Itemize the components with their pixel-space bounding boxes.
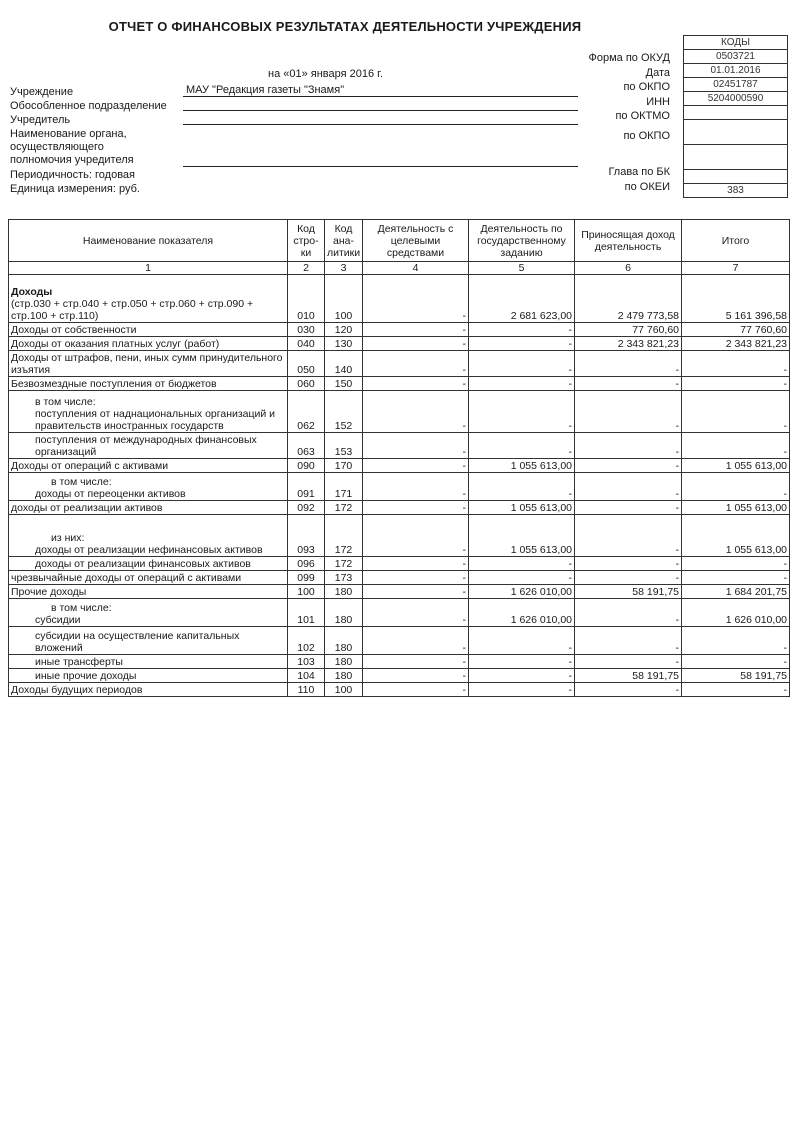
row-code: 100 — [288, 585, 325, 599]
row-total: 1 626 010,00 — [682, 599, 790, 627]
table-row — [9, 459, 790, 473]
row-total: - — [682, 391, 790, 433]
row-analytic: 170 — [325, 459, 363, 473]
institution-line — [183, 96, 578, 97]
row-total: 77 760,60 — [682, 323, 790, 337]
row-name — [9, 473, 288, 501]
organ-line — [183, 166, 578, 167]
row-code: 093 — [288, 515, 325, 557]
row-name-text: Доходы от собственности — [11, 324, 137, 336]
okud-code: 0503721 — [684, 50, 788, 64]
row-name-subtext: доходы от переоценки активов — [35, 488, 186, 500]
row-code: 103 — [288, 655, 325, 669]
row-total: 1 055 613,00 — [682, 459, 790, 473]
row-name — [9, 351, 288, 377]
row-income: 2 343 821,23 — [575, 337, 682, 351]
row-state-task: 2 681 623,00 — [469, 275, 575, 323]
row-state-task: - — [469, 669, 575, 683]
row-state-task: - — [469, 683, 575, 697]
table-row — [9, 351, 790, 377]
report-title: ОТЧЕТ О ФИНАНСОВЫХ РЕЗУЛЬТАТАХ ДЕЯТЕЛЬНОСТИ УЧРЕЖДЕНИЯ — [108, 19, 582, 34]
table-row — [9, 275, 790, 323]
table-row — [9, 683, 790, 697]
row-name — [9, 337, 288, 351]
row-code: 010 — [288, 275, 325, 323]
row-name — [9, 599, 288, 627]
row-name — [9, 377, 288, 391]
row-code: 030 — [288, 323, 325, 337]
codes-head: КОДЫ — [684, 36, 788, 50]
row-name-subtext: субсидии — [35, 614, 81, 626]
row-analytic: 180 — [325, 599, 363, 627]
row-name-subtext: доходы от реализации нефинансовых активов — [35, 544, 263, 556]
row-name-text: в том числе: — [35, 396, 96, 408]
row-income: 58 191,75 — [575, 585, 682, 599]
row-name — [9, 627, 288, 655]
row-analytic: 100 — [325, 683, 363, 697]
row-targeted: - — [363, 669, 469, 683]
row-name — [9, 557, 288, 571]
row-analytic: 100 — [325, 275, 363, 323]
row-name — [9, 391, 288, 433]
row-analytic: 150 — [325, 377, 363, 391]
col-num-3: 3 — [325, 262, 363, 275]
oktmo-code — [684, 106, 788, 120]
col-header-income: Приносящая доход деятельность — [575, 220, 682, 262]
row-targeted: - — [363, 655, 469, 669]
table-row — [9, 433, 790, 459]
row-targeted: - — [363, 683, 469, 697]
col-num-7: 7 — [682, 262, 790, 275]
row-income: - — [575, 433, 682, 459]
table-row — [9, 557, 790, 571]
financial-results-table — [8, 219, 790, 697]
row-name-text: иные прочие доходы — [35, 670, 137, 682]
branch-line — [183, 110, 578, 111]
okei-label: по ОКЕИ — [624, 181, 670, 193]
row-income: 2 479 773,58 — [575, 275, 682, 323]
row-targeted: - — [363, 571, 469, 585]
row-name — [9, 433, 288, 459]
table-row — [9, 501, 790, 515]
row-name-text: Безвозмездные поступления от бюджетов — [11, 378, 217, 390]
row-name-text: доходы от реализации активов — [11, 502, 163, 514]
blank-code — [684, 145, 788, 170]
date-code: 01.01.2016 — [684, 64, 788, 78]
row-analytic: 130 — [325, 337, 363, 351]
row-name-text: субсидии на осуществление капитальных вложений — [35, 630, 240, 654]
row-name-text: чрезвычайные доходы от операций с активами — [11, 572, 242, 584]
row-total: - — [682, 627, 790, 655]
row-targeted: - — [363, 515, 469, 557]
row-total: 1 055 613,00 — [682, 501, 790, 515]
row-total: - — [682, 351, 790, 377]
table-row — [9, 391, 790, 433]
col-header-state-task: Деятельность по государственному заданию — [469, 220, 575, 262]
row-targeted: - — [363, 433, 469, 459]
row-analytic: 180 — [325, 627, 363, 655]
row-name — [9, 669, 288, 683]
row-name-text: иные трансферты — [35, 656, 123, 668]
unit-of-measure: Единица измерения: руб. — [10, 183, 140, 195]
row-targeted: - — [363, 599, 469, 627]
row-name — [9, 683, 288, 697]
table-row — [9, 669, 790, 683]
row-state-task: 1 626 010,00 — [469, 599, 575, 627]
table-row — [9, 627, 790, 655]
row-state-task: 1 055 613,00 — [469, 501, 575, 515]
okpo-label: по ОКПО — [623, 81, 670, 93]
row-analytic: 171 — [325, 473, 363, 501]
row-name — [9, 655, 288, 669]
row-income: - — [575, 391, 682, 433]
row-code: 063 — [288, 433, 325, 459]
row-analytic: 173 — [325, 571, 363, 585]
row-income: 58 191,75 — [575, 669, 682, 683]
row-targeted: - — [363, 323, 469, 337]
row-income: - — [575, 515, 682, 557]
row-name — [9, 585, 288, 599]
row-targeted: - — [363, 337, 469, 351]
row-state-task: - — [469, 351, 575, 377]
row-total: - — [682, 557, 790, 571]
row-state-task: - — [469, 571, 575, 585]
row-name-text: Доходы от штрафов, пени, иных сумм принудительного изъятия — [11, 352, 283, 376]
okpo2-label: по ОКПО — [623, 130, 670, 142]
row-code: 110 — [288, 683, 325, 697]
row-state-task: - — [469, 473, 575, 501]
row-total: 1 684 201,75 — [682, 585, 790, 599]
row-name — [9, 501, 288, 515]
row-name-text: в том числе: — [51, 476, 112, 488]
row-name-text: поступления от международных финансовых организаций — [35, 434, 257, 458]
codes-box — [683, 35, 788, 198]
table-row — [9, 473, 790, 501]
row-analytic: 180 — [325, 669, 363, 683]
row-total: 5 161 396,58 — [682, 275, 790, 323]
row-targeted: - — [363, 627, 469, 655]
row-targeted: - — [363, 585, 469, 599]
okud-label: Форма по ОКУД — [588, 52, 670, 64]
row-code: 101 — [288, 599, 325, 627]
row-income: 77 760,60 — [575, 323, 682, 337]
row-targeted: - — [363, 351, 469, 377]
row-code: 092 — [288, 501, 325, 515]
organ-label-1: Наименование органа, — [10, 128, 127, 140]
row-income: - — [575, 377, 682, 391]
row-state-task: 1 055 613,00 — [469, 515, 575, 557]
table-row — [9, 655, 790, 669]
row-income: - — [575, 351, 682, 377]
col-header-name: Наименование показателя — [9, 220, 288, 262]
row-income: - — [575, 459, 682, 473]
row-name-subtext: (стр.030 + стр.040 + стр.050 + стр.060 + стр.090 + стр.100 + стр.110) — [11, 298, 254, 322]
row-name-text: Доходы от операций с активами — [11, 460, 169, 472]
row-income: - — [575, 501, 682, 515]
row-state-task: - — [469, 377, 575, 391]
bk-label: Глава по БК — [608, 166, 670, 178]
row-targeted: - — [363, 377, 469, 391]
okei-code: 383 — [684, 184, 788, 198]
inn-label: ИНН — [646, 96, 670, 108]
row-total: 1 055 613,00 — [682, 515, 790, 557]
organ-label-2: осуществляющего — [10, 141, 104, 153]
table-row — [9, 377, 790, 391]
row-code: 050 — [288, 351, 325, 377]
institution-value: МАУ "Редакция газеты "Знамя" — [186, 84, 345, 96]
row-total: 58 191,75 — [682, 669, 790, 683]
col-num-2: 2 — [288, 262, 325, 275]
row-name-text: Доходы будущих периодов — [11, 684, 143, 696]
row-code: 062 — [288, 391, 325, 433]
table-row — [9, 323, 790, 337]
institution-label: Учреждение — [10, 86, 74, 98]
col-num-1: 1 — [9, 262, 288, 275]
row-analytic: 153 — [325, 433, 363, 459]
col-num-4: 4 — [363, 262, 469, 275]
col-header-analytic: Код ана-литики — [325, 220, 363, 262]
row-analytic: 152 — [325, 391, 363, 433]
row-targeted: - — [363, 473, 469, 501]
row-income: - — [575, 655, 682, 669]
row-income: - — [575, 683, 682, 697]
row-state-task: - — [469, 433, 575, 459]
row-code: 060 — [288, 377, 325, 391]
row-analytic: 140 — [325, 351, 363, 377]
row-state-task: - — [469, 627, 575, 655]
row-name-text: Доходы — [11, 286, 53, 298]
table-row — [9, 571, 790, 585]
row-analytic: 120 — [325, 323, 363, 337]
row-code: 102 — [288, 627, 325, 655]
row-code: 104 — [288, 669, 325, 683]
row-name — [9, 459, 288, 473]
col-header-code: Код стро-ки — [288, 220, 325, 262]
row-analytic: 180 — [325, 655, 363, 669]
founder-line — [183, 124, 578, 125]
row-analytic: 172 — [325, 515, 363, 557]
row-state-task: - — [469, 655, 575, 669]
row-analytic: 172 — [325, 557, 363, 571]
report-date: на «01» января 2016 г. — [268, 68, 383, 80]
row-total: 2 343 821,23 — [682, 337, 790, 351]
col-header-targeted: Деятельность с целевыми средствами — [363, 220, 469, 262]
row-state-task: - — [469, 391, 575, 433]
row-total: - — [682, 655, 790, 669]
row-targeted: - — [363, 391, 469, 433]
row-name-text: в том числе: — [51, 602, 112, 614]
row-name-subtext: поступления от наднациональных организаций и правительств иностранных государств — [35, 408, 276, 432]
row-targeted: - — [363, 275, 469, 323]
okpo-code: 02451787 — [684, 78, 788, 92]
row-state-task: - — [469, 557, 575, 571]
row-code: 096 — [288, 557, 325, 571]
row-name — [9, 571, 288, 585]
row-total: - — [682, 377, 790, 391]
row-total: - — [682, 683, 790, 697]
periodicity: Периодичность: годовая — [10, 169, 136, 181]
row-total: - — [682, 473, 790, 501]
okpo2-code — [684, 120, 788, 145]
row-state-task: - — [469, 323, 575, 337]
row-state-task: 1 626 010,00 — [469, 585, 575, 599]
col-num-6: 6 — [575, 262, 682, 275]
row-targeted: - — [363, 459, 469, 473]
row-income: - — [575, 627, 682, 655]
branch-label: Обособленное подразделение — [10, 100, 167, 112]
row-code: 099 — [288, 571, 325, 585]
row-name — [9, 275, 288, 323]
oktmo-label: по ОКТМО — [615, 110, 670, 122]
row-name-text: из них: — [51, 532, 85, 544]
row-targeted: - — [363, 557, 469, 571]
row-state-task: - — [469, 337, 575, 351]
organ-label-3: полномочия учредителя — [10, 154, 134, 166]
table-row — [9, 599, 790, 627]
row-analytic: 180 — [325, 585, 363, 599]
col-header-total: Итого — [682, 220, 790, 262]
row-name-text: доходы от реализации финансовых активов — [35, 558, 251, 570]
row-name — [9, 515, 288, 557]
row-total: - — [682, 433, 790, 459]
bk-code — [684, 170, 788, 184]
row-name-text: Доходы от оказания платных услуг (работ) — [11, 338, 220, 350]
inn-code: 5204000590 — [684, 92, 788, 106]
row-income: - — [575, 599, 682, 627]
row-name — [9, 323, 288, 337]
col-num-5: 5 — [469, 262, 575, 275]
row-analytic: 172 — [325, 501, 363, 515]
row-income: - — [575, 571, 682, 585]
table-row — [9, 515, 790, 557]
row-total: - — [682, 571, 790, 585]
row-income: - — [575, 557, 682, 571]
row-code: 091 — [288, 473, 325, 501]
row-state-task: 1 055 613,00 — [469, 459, 575, 473]
row-targeted: - — [363, 501, 469, 515]
row-code: 040 — [288, 337, 325, 351]
table-row — [9, 585, 790, 599]
row-code: 090 — [288, 459, 325, 473]
row-income: - — [575, 473, 682, 501]
table-row — [9, 337, 790, 351]
row-name-text: Прочие доходы — [11, 586, 87, 598]
founder-label: Учредитель — [10, 114, 71, 126]
date-label: Дата — [645, 67, 670, 79]
